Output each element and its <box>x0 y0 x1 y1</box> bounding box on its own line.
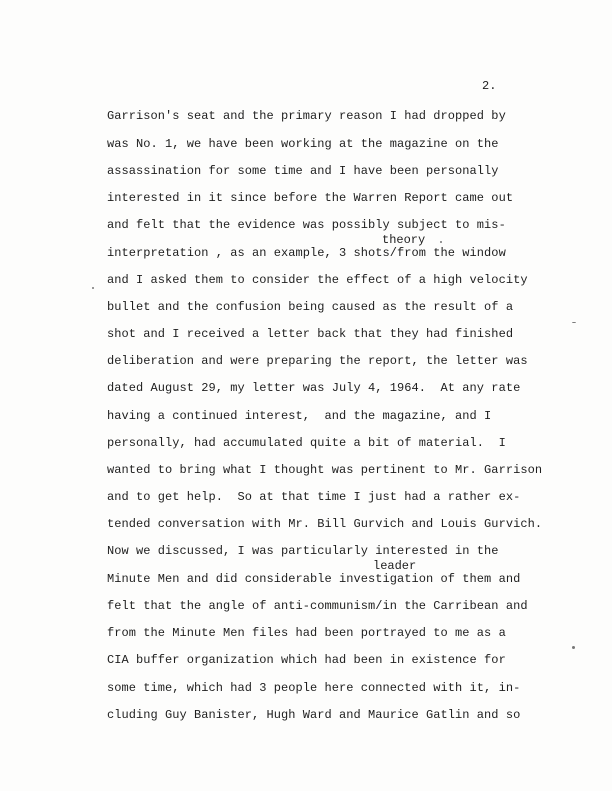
text-line: and I asked them to consider the effect of a high velocity <box>107 273 528 287</box>
text-line: having a continued interest, and the magazine, and I <box>107 409 492 423</box>
text-line: tended conversation with Mr. Bill Gurvich and Louis Gurvich. <box>107 517 543 531</box>
scan-speck <box>440 241 442 243</box>
text-line: Garrison's seat and the primary reason I had dropped by <box>107 109 506 123</box>
handwritten-insertion-theory: theory <box>382 233 426 247</box>
text-line: personally, had accumulated quite a bit of material. I <box>107 436 506 450</box>
text-line: deliberation and were preparing the report, the letter was <box>107 354 528 368</box>
text-line: and felt that the evidence was possibly subject to mis- <box>107 218 506 232</box>
page-number: 2. <box>482 79 497 93</box>
text-line: interpretation , as an example, 3 shots/from the window <box>107 246 506 260</box>
text-line: bullet and the confusion being caused as the result of a <box>107 300 514 314</box>
scan-speck <box>92 287 94 289</box>
text-line: interested in it since before the Warren Report came out <box>107 191 514 205</box>
text-line: dated August 29, my letter was July 4, 1964. At any rate <box>107 381 521 395</box>
text-line: from the Minute Men files had been portrayed to me as a <box>107 626 506 640</box>
text-line: some time, which had 3 people here connected with it, in- <box>107 681 521 695</box>
scan-speck <box>572 322 576 323</box>
text-line: shot and I received a letter back that they had finished <box>107 327 514 341</box>
text-line: Minute Men and did considerable investigation of them and <box>107 572 521 586</box>
handwritten-insertion-leader: leader <box>373 559 417 573</box>
scan-speck <box>572 646 575 649</box>
text-line: cluding Guy Banister, Hugh Ward and Maurice Gatlin and so <box>107 708 521 722</box>
text-line: was No. 1, we have been working at the magazine on the <box>107 137 499 151</box>
text-line: Now we discussed, I was particularly interested in the <box>107 544 499 558</box>
text-line: CIA buffer organization which had been in existence for <box>107 653 506 667</box>
text-line: assassination for some time and I have been personally <box>107 164 499 178</box>
text-line: wanted to bring what I thought was pertinent to Mr. Garrison <box>107 463 543 477</box>
text-line: and to get help. So at that time I just had a rather ex- <box>107 490 521 504</box>
text-line: felt that the angle of anti-communism/in the Carribean and <box>107 599 528 613</box>
